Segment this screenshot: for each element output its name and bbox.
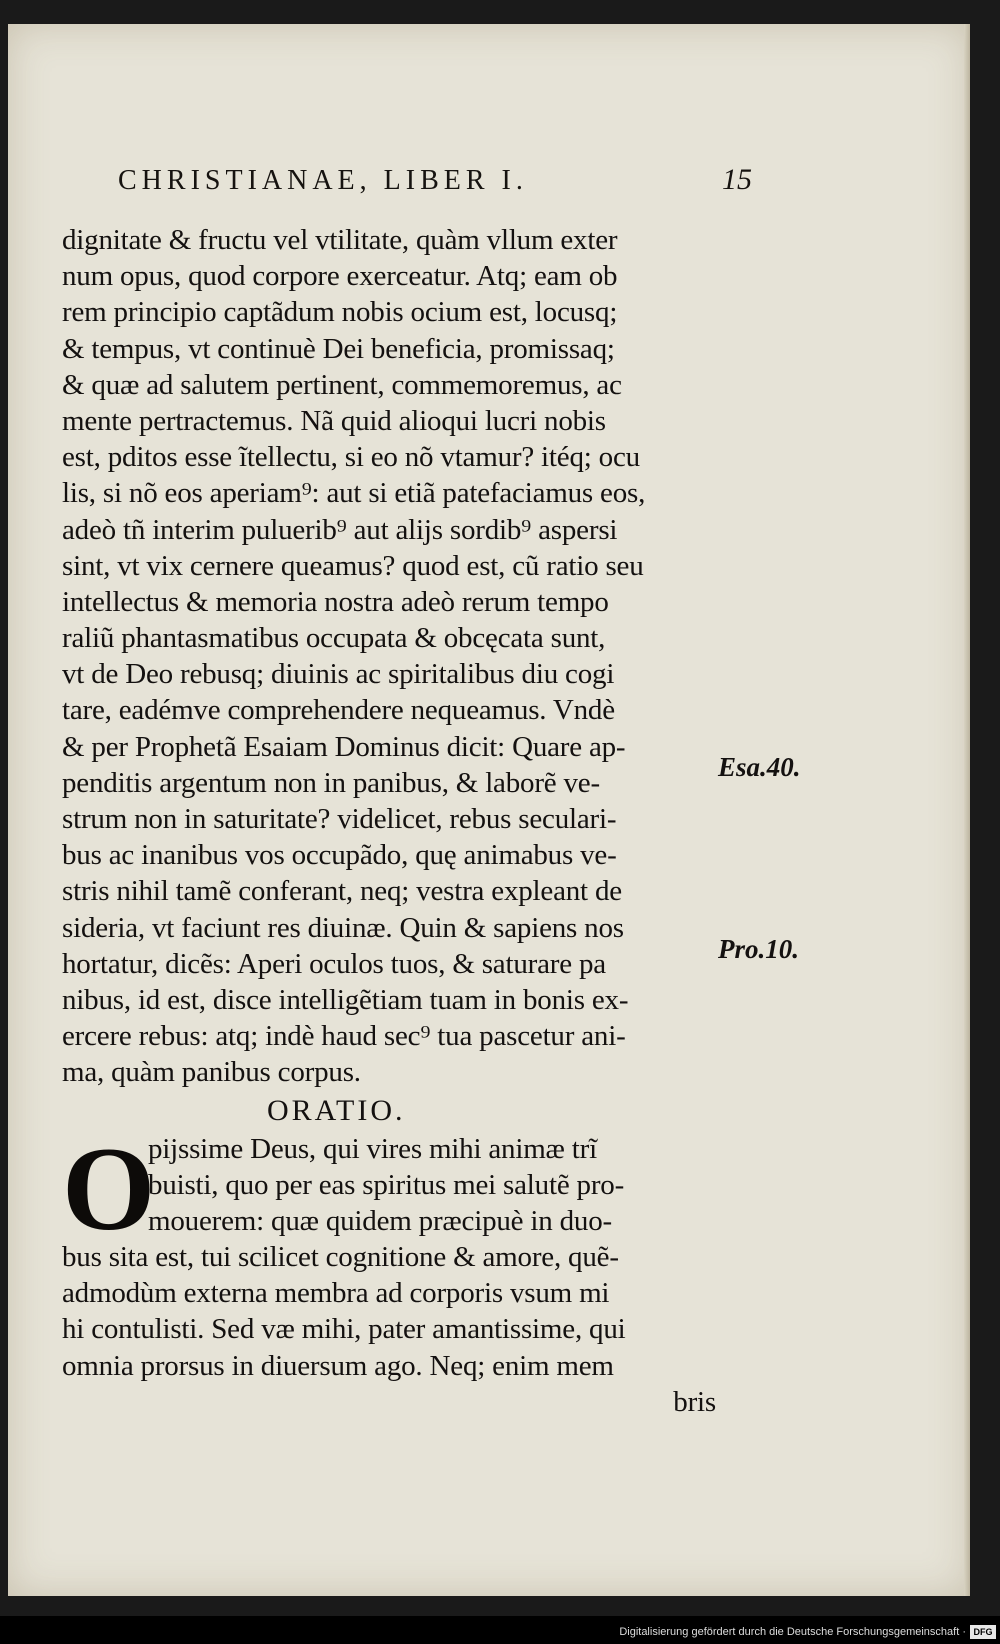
text-line: mente pertractemus. Nã quid alioqui lucri nobis [62,404,606,437]
text-line: bus sita est, tui scilicet cognitione & amore, quẽ- [62,1241,619,1274]
text-line: sideria, vt faciunt res diuinæ. Quin & sapiens nos [62,911,624,944]
text-line: strum non in saturitate? videlicet, rebus seculari- [62,803,617,835]
prayer-block [62,1121,722,1421]
text-line: mouerem: quæ quidem præcipuè in duo- [148,1204,612,1237]
text-line: raliũ phantasmatibus occupata & obcęcata sunt, [62,622,606,655]
margin-note-proverbs: Pro.10. [718,934,799,964]
text-line: lis, si nõ eos aperiam⁹: aut si etiã patefaciamus eos, [62,477,646,510]
footer-credit: Digitalisierung gefördert durch die Deutsche Forschungsgemeinschaft · [619,1626,966,1638]
text-line: bus ac inanibus vos occupãdo, quę animabus ve- [62,839,617,872]
text-line: pijssime Deus, qui vires mihi animæ trĩ [148,1132,597,1165]
text-line: & quæ ad salutem pertinent, commemoremus, ac [62,368,622,401]
text-block [62,222,722,1420]
text-line: & tempus, vt continuè Dei beneficia, promissaq; [62,332,615,365]
text-line: hortatur, dicẽs: Aperi oculos tuos, & saturare pa [62,947,606,980]
margin-note-esaias: Esa.40. [718,752,801,782]
text-line: & per Prophetã Esaiam Dominus dicit: Quare ap- [62,730,626,763]
text-line: penditis argentum non in panibus, & laborẽ ve- [62,766,600,799]
text-line: sint, vt vix cernere queamus? quod est, cũ ratio seu [62,549,644,582]
running-head: CHRISTIANAE, LIBER I. [118,165,528,196]
catchword: bris [673,1385,716,1418]
text-line: admodùm externa membra ad corporis vsum mi [62,1277,610,1310]
folio-number: 15 [722,163,752,196]
text-line: intellectus & memoria nostra adeò rerum tempo [62,585,609,618]
text-line: buisti, quo per eas spiritus mei salutẽ pro- [148,1168,625,1201]
text-line: rem principio captãdum nobis ocium est, locusq; [62,296,618,329]
drop-cap-initial: O [62,1121,156,1255]
text-line: ma, quàm panibus corpus. [62,1056,361,1089]
text-line: tare, eadémve comprehendere nequeamus. Vndè [62,694,615,727]
text-line: num opus, quod corpore exerceatur. Atq; eam ob [62,260,618,293]
text-line: stris nihil tamẽ conferant, neq; vestra expleant de [62,875,622,908]
text-line: hi contulisti. Sed væ mihi, pater amantissime, qui [62,1313,626,1346]
text-line: ercere rebus: atq; indè haud sec⁹ tua pascetur ani- [62,1020,626,1053]
text-line: dignitate & fructu vel vtilitate, quàm vllum exter [62,224,618,256]
text-line: est, pditos esse ĩtellectu, si eo nõ vtamur? itéq; ocu [62,441,640,474]
text-line: omnia prorsus in diuersum ago. Neq; enim mem [62,1349,614,1382]
page-edge [964,24,970,1596]
footer-bar [0,1616,1000,1644]
dfg-logo-icon: DFG [970,1625,996,1639]
prayer-heading: ORATIO. [267,1093,406,1127]
text-line: nibus, id est, disce intelligẽtiam tuam in bonis ex- [62,983,629,1016]
text-line: vt de Deo rebusq; diuinis ac spiritalibus diu cogi [62,658,615,691]
text-line: adeò tñ interim puluerib⁹ aut alijs sordib⁹ aspersi [62,513,618,546]
